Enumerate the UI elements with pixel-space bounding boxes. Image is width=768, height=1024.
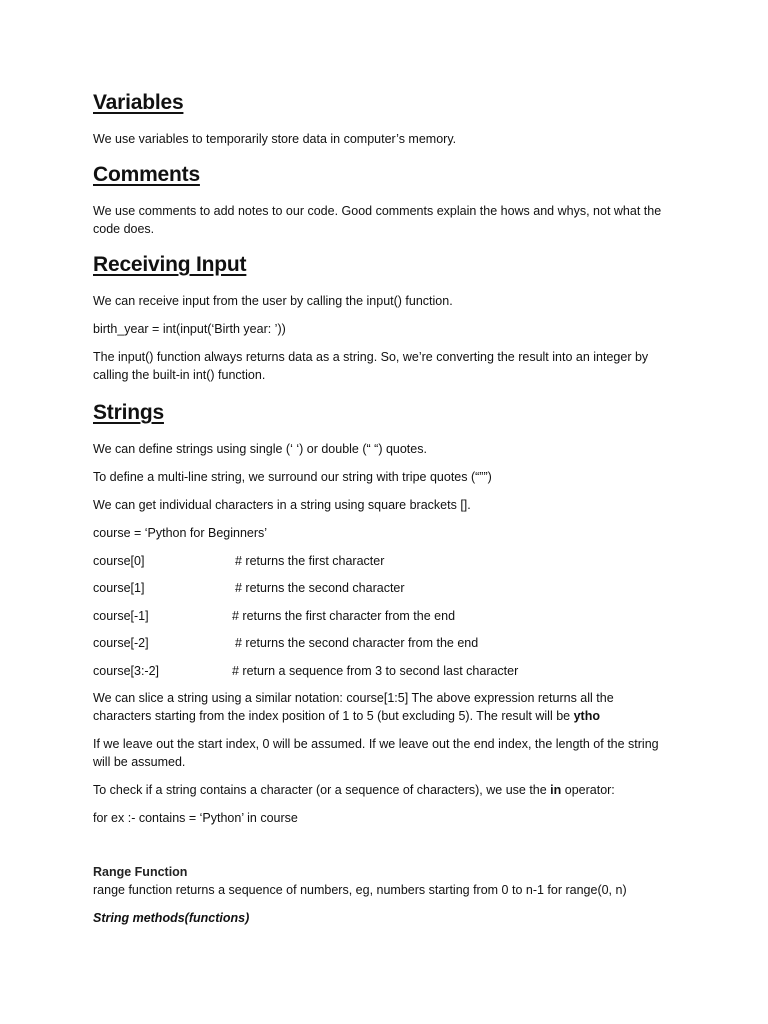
example-row	[93, 579, 672, 597]
range-text: range function returns a sequence of numbers, eg, numbers starting from 0 to n-1 for range(0, n)	[93, 882, 627, 897]
example-comment: # returns the first character	[235, 554, 385, 568]
example-comment: # return a sequence from 3 to second last character	[232, 663, 519, 678]
variables-text: We use variables to temporarily store data in computer’s memory.	[93, 132, 457, 146]
example-expr: course[1]	[93, 581, 145, 596]
contains-example: for ex :- contains = ‘Python’ in course	[93, 810, 298, 825]
leave-out-text: If we leave out the start index, 0 will be assumed. If we leave out the end index, the length of the string will be assumed.	[93, 736, 659, 769]
example-row	[93, 607, 672, 625]
spacer	[93, 837, 672, 863]
input-text-2: The input() function always returns data as a string. So, we’re converting the result into an integer by calling the built-in int() function.	[93, 350, 649, 382]
example-row	[93, 634, 672, 652]
example-row	[93, 552, 672, 570]
slice-text: We can slice a string using a similar notation: course[1:5] The above expression returns all the characters starting from the index position of 1 to 5 (but excluding 5). The result will be	[93, 690, 614, 723]
check-tail: operator:	[561, 782, 615, 797]
slice-paragraph	[93, 689, 672, 725]
check-paragraph	[93, 781, 672, 799]
slice-result: ytho	[573, 708, 600, 723]
heading-comments: Comments	[93, 163, 200, 186]
example-expr: course[0]	[93, 554, 145, 568]
example-expr: course[-2]	[93, 636, 149, 651]
check-operator: in	[550, 782, 562, 797]
strings-line-3: We can get individual characters in a string using square brackets [].	[93, 498, 471, 512]
strings-assign: course = ‘Python for Beginners’	[93, 526, 268, 540]
example-row	[93, 662, 672, 680]
heading-variables: Variables	[93, 91, 184, 114]
example-comment: # returns the second character	[235, 581, 405, 596]
example-expr: course[-1]	[93, 608, 149, 623]
check-text: To check if a string contains a character (or a sequence of characters), we use the	[93, 782, 551, 797]
strings-line-1: We can define strings using single (‘ ‘) or double (“ “) quotes.	[93, 442, 427, 456]
strings-line-2: To define a multi-line string, we surround our string with tripe quotes (“””)	[93, 470, 492, 484]
string-methods-heading: String methods(functions)	[93, 910, 250, 925]
range-heading: Range Function	[93, 864, 188, 879]
example-comment: # returns the first character from the end	[232, 608, 456, 623]
input-code: birth_year = int(input(‘Birth year: ’))	[93, 322, 286, 336]
heading-receiving-input: Receiving Input	[93, 253, 247, 276]
example-expr: course[3:-2]	[93, 663, 160, 678]
heading-strings: Strings	[93, 401, 164, 424]
input-text-1: We can receive input from the user by calling the input() function.	[93, 294, 453, 308]
example-comment: # returns the second character from the end	[235, 636, 479, 651]
comments-text: We use comments to add notes to our code. Good comments explain the hows and whys, not what the code does.	[93, 204, 662, 236]
